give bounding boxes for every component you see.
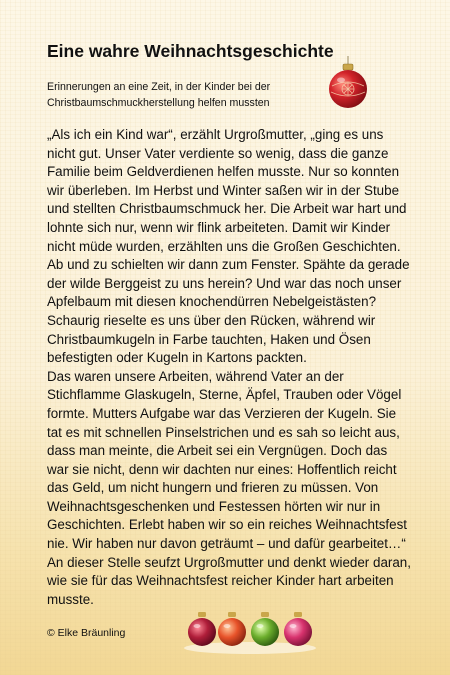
story-paragraph-2: Das waren unsere Arbeiten, während Vater an der Stichflamme Glaskugeln, Sterne, Äpfel, Trauben oder Vögel formte. Mutters Aufgabe war das Verzieren der Kugeln. Sie tat es mit schnellen Pinselstrichen und es sah so leicht aus, dass man meinte, die Arbeit sei ein Vergnügen. Doch das war sie nicht, denn wir dachten nur eines: Hoffentlich reicht das Geld, um nicht hungern und frieren zu müssen. Von Weihnachtsgeschenken und Festessen hörten wir nur in Geschichten. Erlebt haben wir so ein reiches Weihnachtsfest nie. Wir haben nur davon geträumt – und dafür gearbeitet…“ [47,368,407,552]
story-paragraph-3: An dieser Stelle seufzt Urgroßmutter und denkt wieder daran, wie sie für das Weihnachtsfest reicher Kinder hart arbeiten musste. [47,554,411,607]
story-paragraph-1: „Als ich ein Kind war“, erzählt Urgroßmutter, „ging es uns nicht gut. Unser Vater verdiente so wenig, dass die ganze Familie beim Geldverdienen helfen musste. Nur so konnten wir überleben. Im Herbst und Winter saßen wir in der Stube und stellten Christbaumschmuck her. Die Arbeit war hart und lohnte sich nur, wenn wir flink arbeiteten. Damit wir Kinder nicht müde wurden, erzählten uns die Großen Geschichten. Ab und zu schielten wir dann zum Fenster. Spähte da gerade der wilde Berggeist zu uns herein? Und war das noch unser Apfelbaum mit diesen knochendürren Nebelgeistästen? Schaurig rieselte es uns über den Rücken, während wir Christbaumkugeln in Farbe tauchten, Haken und Ösen befestigten oder Kugeln in Kartons packten. [47,127,410,366]
pink-bauble-icon [284,612,312,646]
dark-red-bauble-icon [188,612,216,646]
green-bauble-icon [251,612,279,646]
page-subtitle: Erinnerungen an eine Zeit, in der Kinder bei der Christbaumschmuckherstellung helfen mussten [47,81,271,109]
page-title: Eine wahre Weihnachtsgeschichte [47,41,334,61]
copyright-notice: © Elke Bräunling [47,627,126,639]
orange-bauble-icon [218,612,246,646]
red-christmas-bauble-icon [326,56,370,112]
christmas-ornaments-row [182,606,318,654]
story-text [47,126,411,609]
